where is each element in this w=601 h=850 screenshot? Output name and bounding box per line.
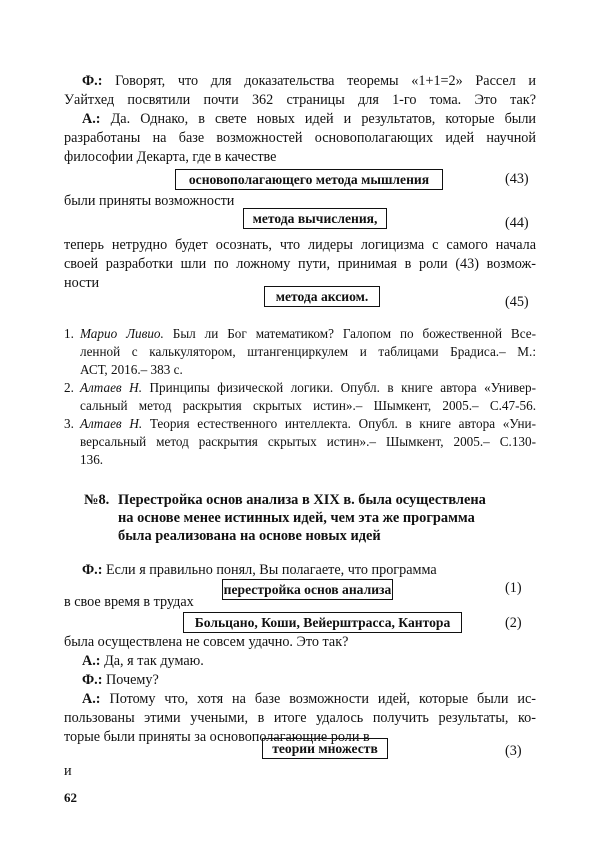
reference-number: 1. xyxy=(64,326,74,341)
dialog-text: Если я правильно понял, Вы полагаете, что программа xyxy=(102,562,437,578)
equation-number: (43) xyxy=(505,171,529,187)
boxed-term-3: теории множеств xyxy=(262,738,388,759)
section-title: на основе менее истинных идей, чем эта же программа xyxy=(118,510,475,526)
speaker-label: А.: xyxy=(82,111,101,127)
reference-number: 2. xyxy=(64,380,74,395)
section-number: №8. xyxy=(84,492,110,508)
equation-number: (44) xyxy=(505,215,529,231)
reference-author: Марио Ливио. xyxy=(80,326,164,341)
dialog-text: ности xyxy=(64,275,100,291)
dialog-text: Уайтхед посвятили почти 362 страницы для 1-го тома. Это так? xyxy=(64,92,536,108)
dialog-text: своей разработки шли по ложному пути, принимая в роли (43) возмож- xyxy=(64,256,536,272)
dialog-text: Говорят, что для доказательства теоремы «1+1=2» Рассел и xyxy=(102,73,536,89)
dialog-text: Почему? xyxy=(102,672,159,688)
reference-number: 3. xyxy=(64,416,74,431)
dialog-line xyxy=(82,652,536,671)
reference-text: Принципы физической логики. Опубл. в книге автора «Универ- xyxy=(142,380,536,395)
dialog-line xyxy=(82,561,536,580)
dialog-line xyxy=(82,110,536,129)
reference-line xyxy=(80,325,536,343)
equation-number: (1) xyxy=(505,580,522,596)
equation-number: (2) xyxy=(505,615,522,631)
reference-author: Алтаев Н. xyxy=(80,416,143,431)
reference-line xyxy=(80,415,536,433)
boxed-term-43: основополагающего метода мышления xyxy=(175,169,443,190)
reference-text: Теория естественного интеллекта. Опубл. в книге автора «Уни- xyxy=(142,416,536,431)
dialog-line xyxy=(82,690,536,709)
dialog-text: теперь нетрудно будет осознать, что лидеры логицизма с самого начала xyxy=(64,237,536,253)
reference-text: 136. xyxy=(80,452,104,467)
dialog-text: философии Декарта, где в качестве xyxy=(64,149,277,165)
dialog-text: Да. Однако, в свете новых идей и результатов, которые были xyxy=(100,111,536,127)
boxed-term-45: метода аксиом. xyxy=(264,286,380,307)
reference-author: Алтаев Н. xyxy=(80,380,142,395)
dialog-text: была осуществлена не совсем удачно. Это так? xyxy=(64,634,349,650)
dialog-text: и xyxy=(64,763,72,779)
section-title: была реализована на основе новых идей xyxy=(118,528,381,544)
speaker-label: Ф.: xyxy=(82,672,103,688)
page-number: 62 xyxy=(64,790,77,805)
dialog-text: Да, я так думаю. xyxy=(100,653,204,669)
reference-text: версальный метод раскрытия скрытых истин».– Шымкент, 2005.– С.130- xyxy=(80,434,536,449)
equation-number: (3) xyxy=(505,743,522,759)
reference-text: Был ли Бог математиком? Галопом по божественной Все- xyxy=(163,326,536,341)
dialog-line xyxy=(82,72,536,91)
speaker-label: Ф.: xyxy=(82,73,103,89)
dialog-line xyxy=(82,671,536,690)
dialog-text: пользованы этими учеными, в итоге удалось получить результаты, ко- xyxy=(64,710,536,726)
reference-text: сальный метод раскрытия скрытых истин».– Шымкент, 2005.– С.47-56. xyxy=(80,398,536,413)
reference-text: ленной с калькулятором, штангенциркулем и таблицами Брадиса.– М.: xyxy=(80,344,536,359)
boxed-term-1: перестройка основ анализа xyxy=(222,579,393,600)
speaker-label: А.: xyxy=(82,653,101,669)
reference-text: АСТ, 2016.– 383 с. xyxy=(80,362,183,377)
dialog-text: торые были приняты за основополагающие роли в xyxy=(64,729,370,745)
dialog-text: разработаны на базе возможностей основополагающих идей научной xyxy=(64,130,536,146)
dialog-text: были приняты возможности xyxy=(64,193,235,209)
dialog-text: Потому что, хотя на базе возможности идей, которые были ис- xyxy=(100,691,536,707)
dialog-text: в свое время в трудах xyxy=(64,594,194,610)
section-title: Перестройка основ анализа в XIX в. была осуществлена xyxy=(118,492,486,508)
reference-line xyxy=(80,379,536,397)
speaker-label: А.: xyxy=(82,691,101,707)
speaker-label: Ф.: xyxy=(82,562,103,578)
boxed-term-44: метода вычисления, xyxy=(243,208,387,229)
equation-number: (45) xyxy=(505,294,529,310)
boxed-term-2: Больцано, Коши, Вейерштрасса, Кантора xyxy=(183,612,462,633)
